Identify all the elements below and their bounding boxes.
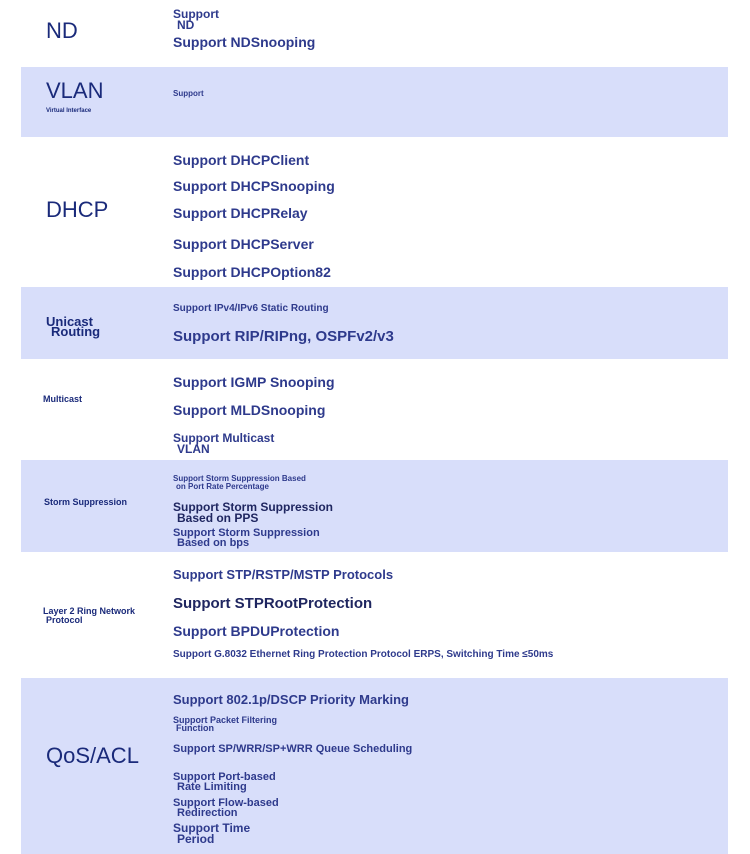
- feature-line: VLAN: [177, 442, 210, 456]
- feature-line: Support Flow-based: [173, 797, 279, 809]
- category-title: VLAN: [46, 78, 104, 103]
- feature-line: Support Time: [173, 821, 251, 835]
- feature-item: Support G.8032 Ethernet Ring Protection Protocol ERPS, Switching Time ≤50ms: [173, 649, 554, 660]
- feature-line: Rate Limiting: [177, 781, 247, 793]
- category-label: ND: [46, 18, 78, 43]
- feature-item: Support DHCPRelay: [173, 205, 308, 221]
- feature-line: on Port Rate Percentage: [176, 482, 269, 491]
- category-label: [46, 78, 103, 114]
- row-dhcp: [21, 137, 728, 287]
- feature-line: Support Storm Suppression: [173, 500, 334, 514]
- feature-item: Support: [173, 89, 204, 98]
- row-layer2-ring: [21, 552, 728, 678]
- row-nd: [21, 0, 728, 67]
- feature-line: Support Storm Suppression Based: [173, 474, 306, 483]
- feature-item: Support STPRootProtection: [173, 595, 373, 612]
- feature-line: Support Storm Suppression: [173, 527, 320, 539]
- row-storm-suppression: [21, 460, 728, 552]
- feature-item: Support 802.1p/DSCP Priority Marking: [173, 692, 409, 707]
- feature-line: Support Multicast: [173, 431, 275, 445]
- feature-item: Support DHCPServer: [173, 236, 314, 252]
- category-line: Unicast: [46, 314, 93, 329]
- feature-item: Support RIP/RIPng, OSPFv2/v3: [173, 328, 394, 345]
- feature-line: Based on PPS: [177, 511, 259, 525]
- category-label: Storm Suppression: [44, 497, 128, 507]
- feature-item: Support DHCPClient: [173, 152, 310, 168]
- feature-item: [173, 716, 277, 732]
- feature-item: Support BPDUProtection: [173, 623, 340, 639]
- feature-line: Support Packet Filtering: [173, 715, 278, 725]
- category-line: Routing: [51, 324, 101, 339]
- category-line: Protocol: [46, 615, 83, 625]
- feature-line: Support Port-based: [173, 771, 276, 783]
- category-line: Layer 2 Ring Network: [43, 606, 136, 616]
- feature-line: Based on bps: [177, 537, 250, 549]
- feature-line: ND: [177, 18, 195, 32]
- row-unicast-routing: [21, 287, 728, 359]
- category-subtitle: Virtual Interface: [46, 108, 92, 114]
- feature-item: Support IGMP Snooping: [173, 374, 335, 390]
- feature-item: Support IPv4/IPv6 Static Routing: [173, 303, 329, 314]
- feature-item: [173, 433, 274, 455]
- feature-item: Support SP/WRR/SP+WRR Queue Scheduling: [173, 743, 413, 755]
- feature-item: [173, 772, 276, 792]
- feature-line: Function: [176, 723, 214, 733]
- row-vlan: [21, 67, 728, 137]
- category-label: [43, 607, 135, 625]
- feature-line: Redirection: [177, 807, 238, 819]
- feature-item: Support STP/RSTP/MSTP Protocols: [173, 567, 394, 582]
- feature-item: Support DHCPSnooping: [173, 178, 335, 194]
- feature-item: [173, 502, 333, 524]
- feature-item: [173, 9, 219, 31]
- feature-item: [173, 798, 279, 818]
- category-label: [46, 314, 101, 339]
- feature-item: [173, 528, 320, 548]
- category-label: QoS/ACL: [46, 743, 139, 768]
- category-label: DHCP: [46, 197, 109, 222]
- category-label: Multicast: [43, 394, 83, 404]
- row-multicast: [21, 359, 728, 460]
- feature-item: Support NDSnooping: [173, 34, 316, 50]
- row-qos-acl: [21, 678, 728, 854]
- feature-item: Support DHCPOption82: [173, 264, 331, 280]
- feature-item: Support MLDSnooping: [173, 402, 326, 418]
- feature-item: [173, 475, 306, 491]
- feature-item: [173, 823, 250, 845]
- feature-line: Support: [173, 7, 219, 21]
- feature-line: Period: [177, 832, 215, 846]
